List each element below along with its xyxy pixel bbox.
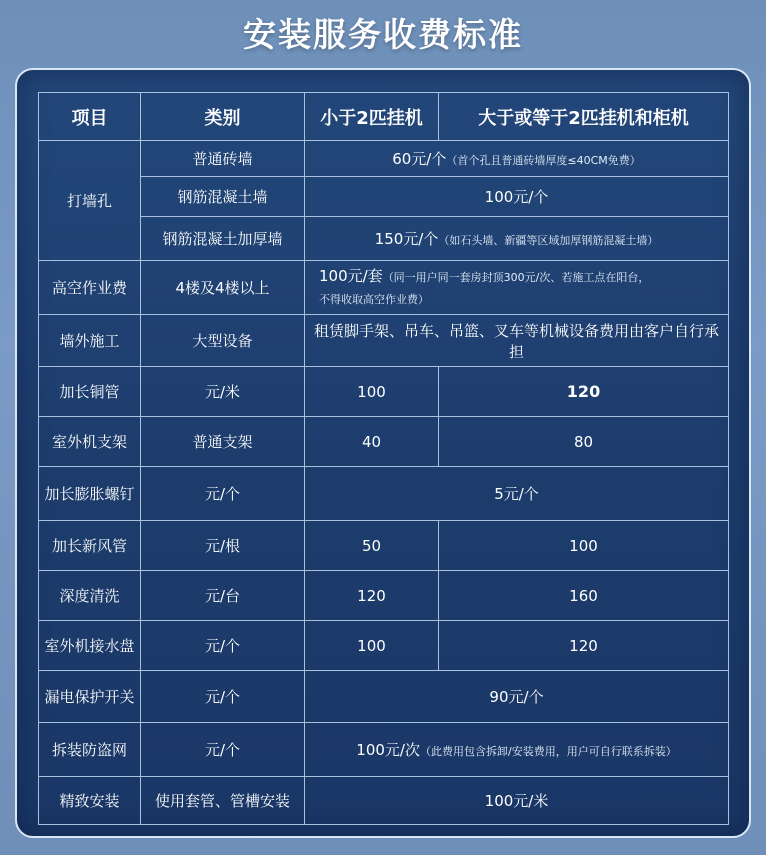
table-row xyxy=(39,467,729,521)
row-large: 120 xyxy=(439,621,729,671)
row-label: 拆装防盗网 xyxy=(39,723,141,777)
wall-hole-label: 打墙孔 xyxy=(39,141,141,261)
row-category: 元/个 xyxy=(141,467,305,521)
row-label: 漏电保护开关 xyxy=(39,671,141,723)
table-row xyxy=(39,777,729,825)
row-category: 元/米 xyxy=(141,367,305,417)
table-row xyxy=(39,141,729,177)
row-price: 100元/米 xyxy=(305,777,729,825)
row-category: 元/个 xyxy=(141,723,305,777)
table-row xyxy=(39,261,729,315)
row-category: 元/个 xyxy=(141,671,305,723)
table-row xyxy=(39,671,729,723)
table-row xyxy=(39,315,729,367)
row-label: 深度清洗 xyxy=(39,571,141,621)
row-price xyxy=(305,261,729,315)
row-large: 120 xyxy=(439,367,729,417)
table-row xyxy=(39,571,729,621)
row-label: 加长新风管 xyxy=(39,521,141,571)
row-category: 普通砖墙 xyxy=(141,141,305,177)
row-label: 墙外施工 xyxy=(39,315,141,367)
page-title: 安装服务收费标准 xyxy=(243,15,523,54)
table-row xyxy=(39,723,729,777)
row-category: 大型设备 xyxy=(141,315,305,367)
row-price: 100元/个 xyxy=(305,177,729,217)
header-large: 大于或等于2匹挂机和柜机 xyxy=(439,93,729,141)
row-label: 精致安装 xyxy=(39,777,141,825)
table-row xyxy=(39,521,729,571)
row-small: 100 xyxy=(305,621,439,671)
row-category: 使用套管、管槽安装 xyxy=(141,777,305,825)
row-small: 120 xyxy=(305,571,439,621)
row-price xyxy=(305,217,729,261)
row-large: 80 xyxy=(439,417,729,467)
row-price xyxy=(305,141,729,177)
row-label: 室外机支架 xyxy=(39,417,141,467)
price-text: 100元/套 xyxy=(319,266,383,285)
row-small: 50 xyxy=(305,521,439,571)
row-label: 加长铜管 xyxy=(39,367,141,417)
header-item: 项目 xyxy=(39,93,141,141)
row-category: 钢筋混凝土加厚墙 xyxy=(141,217,305,261)
price-text: 150元/个 xyxy=(374,230,439,248)
row-small: 40 xyxy=(305,417,439,467)
row-price: 90元/个 xyxy=(305,671,729,723)
price-note: 不得收取高空作业费） xyxy=(319,292,429,306)
row-category: 元/个 xyxy=(141,621,305,671)
row-small: 100 xyxy=(305,367,439,417)
row-category: 元/根 xyxy=(141,521,305,571)
row-large: 160 xyxy=(439,571,729,621)
price-note: （此费用包含拆卸/安装费用，用户可自行联系拆装） xyxy=(419,745,677,758)
price-note: （首个孔且普通砖墙厚度≤40CM免费） xyxy=(446,154,641,167)
table-row xyxy=(39,367,729,417)
price-text: 60元/个 xyxy=(392,150,447,168)
row-label: 加长膨胀螺钉 xyxy=(39,467,141,521)
row-large: 100 xyxy=(439,521,729,571)
price-note: （如石头墙、新疆等区域加厚钢筋混凝土墙） xyxy=(438,234,659,247)
row-text: 租赁脚手架、吊车、吊篮、叉车等机械设备费用由客户自行承担 xyxy=(305,315,729,367)
row-label: 室外机接水盘 xyxy=(39,621,141,671)
header-category: 类别 xyxy=(141,93,305,141)
table-row xyxy=(39,417,729,467)
row-label: 高空作业费 xyxy=(39,261,141,315)
row-category: 元/台 xyxy=(141,571,305,621)
row-price xyxy=(305,723,729,777)
price-text: 100元/次 xyxy=(356,741,420,759)
table-header-row xyxy=(39,93,729,141)
table-row xyxy=(39,177,729,217)
row-category: 4楼及4楼以上 xyxy=(141,261,305,315)
price-table xyxy=(38,92,729,825)
row-category: 普通支架 xyxy=(141,417,305,467)
table-row xyxy=(39,621,729,671)
header-small: 小于2匹挂机 xyxy=(305,93,439,141)
table-row xyxy=(39,217,729,261)
row-category: 钢筋混凝土墙 xyxy=(141,177,305,217)
price-note: （同一用户同一套房封顶300元/次、若施工点在阳台， xyxy=(382,270,650,284)
row-price: 5元/个 xyxy=(305,467,729,521)
